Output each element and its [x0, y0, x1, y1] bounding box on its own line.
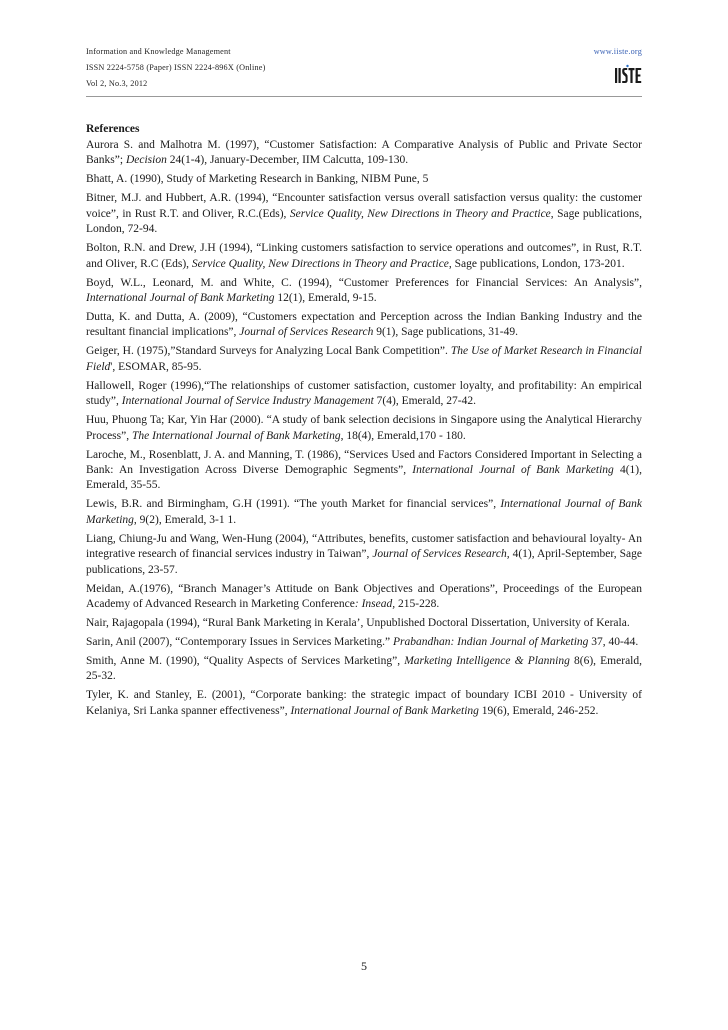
reference-entry	[86, 276, 642, 307]
journal-url[interactable]: www.iiste.org	[593, 47, 642, 56]
reference-text: 9(1), Sage publications, 31-49.	[373, 326, 519, 339]
reference-entry	[86, 616, 642, 631]
reference-source-title: Decision	[125, 154, 167, 167]
reference-source-title: Journal of Services Research	[239, 326, 374, 339]
reference-text: Liang, Chiung-Ju and Wang, Wen-Hung (2004), “Attributes, benefits, customer satisfaction and behavioural loyalty- An integrative research of financial services industry in Taiwan”,	[86, 532, 642, 561]
reference-entry	[86, 532, 642, 578]
reference-entry	[86, 688, 642, 719]
reference-source-title: : Insead,	[354, 598, 396, 610]
reference-text: Hallowell, Roger (1996),“The relationships of customer satisfaction, customer loyalty, and profitability: An empirical study”,	[86, 379, 642, 408]
reference-entry	[86, 191, 642, 237]
volume-line: Vol 2, No.3, 2012	[86, 79, 148, 88]
reference-text: , Sage publications, London, 173-201.	[448, 257, 625, 270]
reference-source-title: International Journal of Bank Marketing	[86, 291, 275, 304]
reference-text: Sarin, Anil (2007), “Contemporary Issues in Services Marketing.”	[86, 636, 393, 648]
references-section	[86, 122, 642, 719]
reference-source-title: Service Quality, New Directions in Theory and Practice	[191, 257, 449, 270]
reference-source-title: Journal of Services Research,	[372, 548, 510, 561]
reference-text: , Sage publications, London, 72-94.	[86, 207, 642, 236]
header-divider	[86, 96, 642, 97]
reference-text: 215-228.	[395, 598, 440, 610]
iiste-logo-icon	[614, 64, 642, 85]
reference-text: ', ESOMAR, 85-95.	[110, 360, 202, 373]
references-heading: References	[86, 123, 140, 135]
reference-text: Bitner, M.J. and Hubbert, A.R. (1994), “Encounter satisfaction versus overall satisfaction versus quality: the customer voice”, in Rust R.T. and Oliver, R.C.(Eds),	[86, 192, 642, 220]
reference-entry	[86, 138, 642, 169]
reference-entry	[86, 241, 642, 272]
reference-text: Smith, Anne M. (1990), “Quality Aspects of Services Marketing”,	[86, 655, 405, 667]
reference-source-title: Prabandhan: Indian Journal of Marketing	[392, 636, 589, 648]
reference-text: 24(1-4), January-December, IIM Calcutta, 109-130.	[166, 154, 409, 167]
reference-entry	[86, 448, 642, 494]
reference-source-title: The International Journal of Bank Marketing	[132, 429, 341, 442]
reference-entry	[86, 310, 642, 341]
page-number: 5	[361, 959, 367, 973]
reference-text: 19(6), Emerald, 246-252.	[478, 704, 599, 717]
reference-entry	[86, 172, 642, 187]
reference-text: Huu, Phuong Ta; Kar, Yin Har (2000). “A study of bank selection decisions in Singapore using the Analytical Hierarchy Process”,	[86, 414, 642, 442]
reference-text: Dutta, K. and Dutta, A. (2009), “Customers expectation and Perception across the Indian Banking Industry and the resultant financial implications”,	[86, 310, 642, 339]
reference-entry	[86, 379, 642, 410]
reference-source-title: International Journal of Bank Marketing	[86, 498, 642, 526]
reference-text: Lewis, B.R. and Birmingham, G.H (1991). “The youth Market for financial services”,	[86, 498, 501, 511]
reference-text: Meidan, A.(1976), “Branch Manager’s Attitude on Bank Objectives and Operations”, Proceedings of the European Academy of Advanced Research in Marketing Conference	[86, 582, 642, 610]
reference-entry	[86, 497, 642, 528]
journal-name: Information and Knowledge Management	[86, 47, 231, 56]
reference-list	[86, 138, 642, 719]
reference-text: Tyler, K. and Stanley, E. (2001), “Corporate banking: the strategic impact of boundary ICBI 2010 - University of Kelaniya, Sri Lanka spanner effectiveness”,	[86, 689, 642, 717]
reference-source-title: International Journal of Bank Marketing	[412, 463, 614, 476]
reference-entry	[86, 654, 642, 685]
reference-text: , 18(4), Emerald,170 - 180.	[340, 429, 466, 442]
reference-source-title: International Journal of Bank Marketing	[290, 704, 479, 717]
reference-entry	[86, 344, 642, 375]
reference-text: Geiger, H. (1975),”Standard Surveys for Analyzing Local Bank Competition”.	[86, 345, 451, 358]
reference-text: 4(1), April-September, Sage publications, 23-57.	[86, 548, 642, 576]
iiste-logo-lettering	[615, 65, 641, 83]
reference-entry	[86, 582, 642, 613]
reference-source-title: International Journal of Service Industry Management	[121, 395, 374, 408]
reference-entry	[86, 413, 642, 444]
reference-text: 4(1), Emerald, 35-55.	[86, 463, 642, 492]
page-header	[86, 44, 642, 92]
reference-text: 12(1), Emerald, 9-15.	[274, 291, 377, 304]
reference-source-title: Service Quality, New Directions in Theory and Practice	[289, 207, 551, 220]
reference-text: Laroche, M., Rosenblatt, J. A. and Manning, T. (1986), “Services Used and Factors Considered Important in Selecting a Bank: An Investigation Across Diverse Demographic Segments”,	[86, 448, 642, 476]
reference-text: , 9(2), Emerald, 3-1 1.	[133, 513, 237, 526]
reference-text: 37, 40-44.	[588, 636, 639, 648]
reference-text: 7(4), Emerald, 27-42.	[373, 395, 476, 408]
reference-source-title: The Use of Market Research in Financial Field	[86, 345, 642, 373]
reference-text: Nair, Rajagopala (1994), “Rural Bank Marketing in Kerala’, Unpublished Doctoral Dissertation, University of Kerala.	[86, 617, 630, 629]
reference-text: 8(6), Emerald, 25-32.	[86, 655, 642, 683]
issn-line: ISSN 2224-5758 (Paper) ISSN 2224-896X (Online)	[86, 63, 266, 72]
reference-source-title: Marketing Intelligence & Planning	[404, 655, 570, 667]
reference-entry	[86, 635, 642, 650]
reference-text: Boyd, W.L., Leonard, M. and White, C. (1994), “Customer Preferences for Financial Services: An Analysis”,	[86, 276, 642, 289]
reference-text: Bhatt, A. (1990), Study of Marketing Research in Banking, NIBM Pune, 5	[86, 173, 429, 186]
reference-text: Bolton, R.N. and Drew, J.H (1994), “Linking customers satisfaction to service operations and outcomes”, in Rust, R.T. and Oliver, R.C (Eds),	[86, 242, 642, 270]
reference-text: Aurora S. and Malhotra M. (1997), “Customer Satisfaction: A Comparative Analysis of Public and Private Sector Banks”;	[86, 138, 642, 167]
